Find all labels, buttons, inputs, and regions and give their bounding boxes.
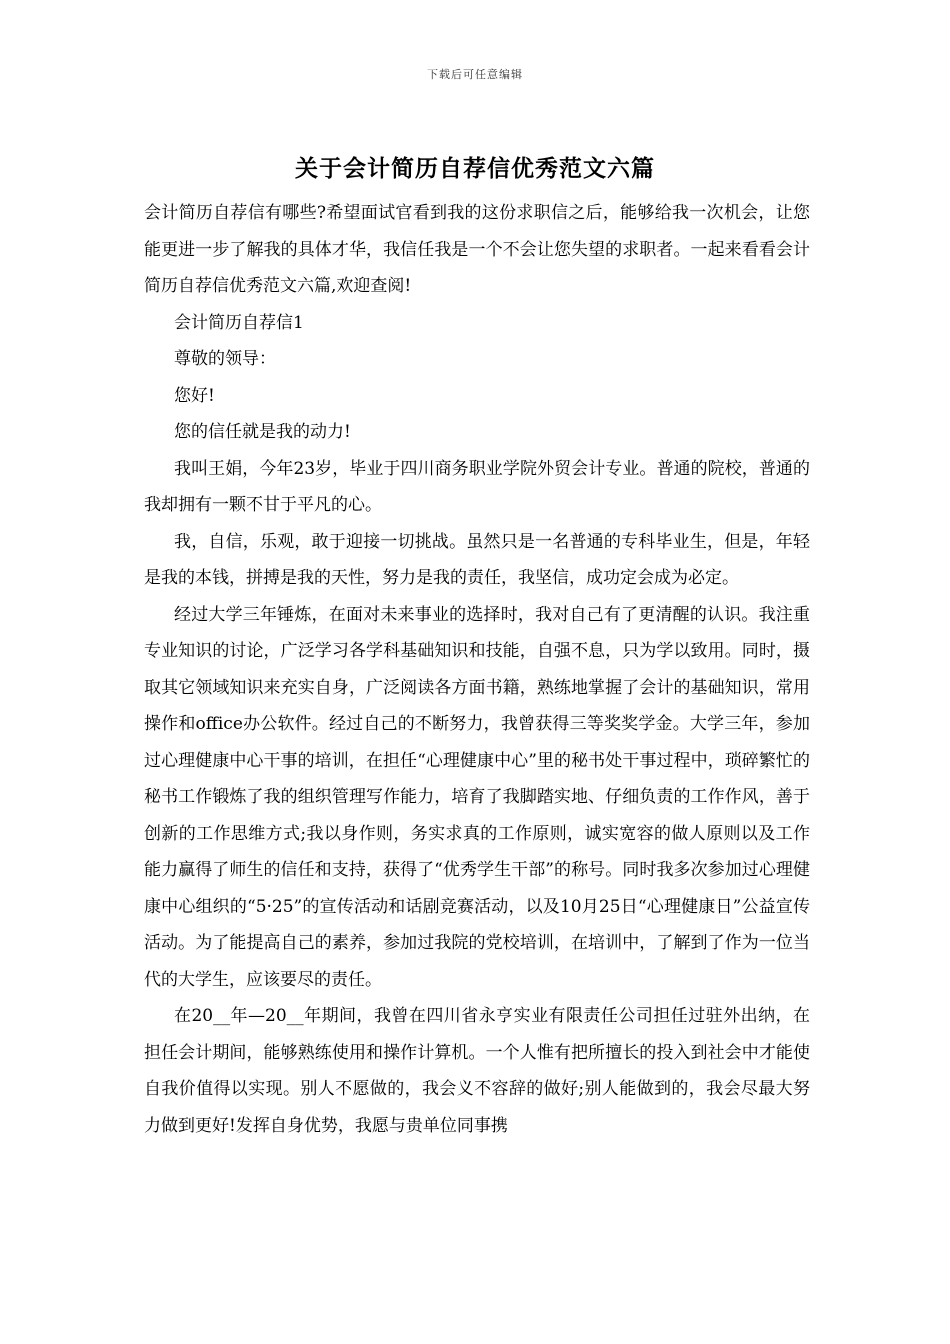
paragraph-intro: 会计简历自荐信有哪些?希望面试官看到我的这份求职信之后，能够给我一次机会，让您能更进一步了解我的具体才华，我信任我是一个不会让您失望的求职者。一起来看看会计简历自荐信优秀范文六篇,欢迎查阅! [144,203,810,296]
paragraph-work-history: 在20__年—20__年期间，我曾在四川省永亨实业有限责任公司担任过驻外出纳，在担任会计期间，能够熟练使用和操作计算机。一个人惟有把所擅长的投入到社会中才能使自我价值得以实现。别人不愿做的，我会义不容辞的做好;别人能做到的，我会尽最大努力做到更好!发挥自身优势，我愿与贵单位同事携 [144,1006,810,1136]
paragraph-self-intro: 我叫王娟，今年23岁，毕业于四川商务职业学院外贸会计专业。普通的院校，普通的我却拥有一颗不甘于平凡的心。 [144,458,810,515]
paragraph-experience: 经过大学三年锤炼，在面对未来事业的选择时，我对自己有了更清醒的认识。我注重专业知识的讨论，广泛学习各学科基础知识和技能，自强不息，只为学以致用。同时，摄取其它领域知识来充实自身，广泛阅读各方面书籍，熟练地掌握了会计的基础知识，常用操作和office办公软件。经过自己的不断努力，我曾获得三等奖奖学金。大学三年，参加过心理健康中心干事的培训，在担任“心理健康中心”里的秘书处干事过程中，琐碎繁忙的秘书工作锻炼了我的组织管理写作能力，培育了我脚踏实地、仔细负责的工作作风，善于创新的工作思维方式;我以身作则，务实求真的工作原则，诚实宽容的做人原则以及工作能力赢得了师生的信任和支持，获得了“优秀学生干部”的称号。同时我多次参加过心理健康中心组织的“5·25”的宣传活动和话剧竞赛活动，以及10月25日“心理健康日”公益宣传活动。为了能提高自己的素养，参加过我院的党校培训，在培训中，了解到了作为一位当代的大学生，应该要尽的责任。 [144,604,810,990]
document-body [144,195,810,1144]
header-note: 下载后可任意编辑 [427,68,523,81]
paragraph-personality: 我，自信，乐观，敢于迎接一切挑战。虽然只是一名普通的专科毕业生，但是，年轻是我的本钱，拼搏是我的天性，努力是我的责任，我坚信，成功定会成为必定。 [144,531,810,588]
paragraph-greeting: 您好! [174,385,215,406]
document-title: 关于会计简历自荐信优秀范文六篇 [295,155,655,182]
paragraph-motto: 您的信任就是我的动力! [174,422,351,442]
paragraph-salutation: 尊敬的领导： [174,349,276,369]
paragraph-section-heading: 会计简历自荐信1 [174,312,304,333]
